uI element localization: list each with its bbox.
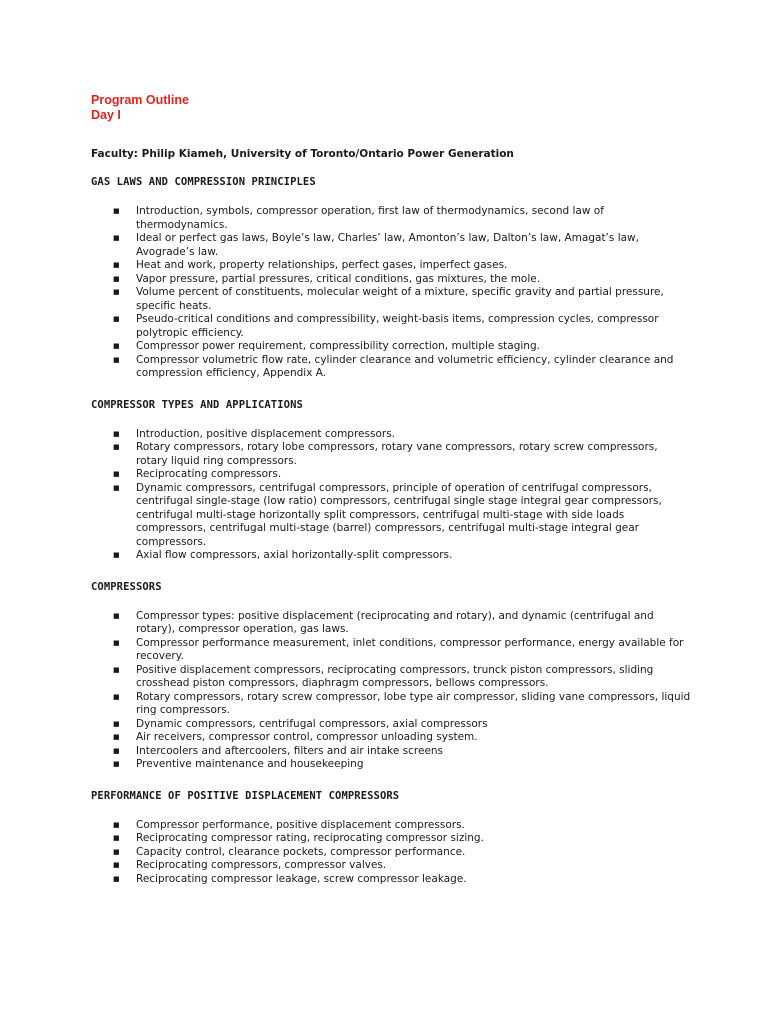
list-item-text: Pseudo-critical conditions and compressibility, weight-basis items, compression cycles, compressor polytropic efficiency.: [136, 313, 659, 339]
list-item: [91, 232, 691, 259]
bullet-list: [91, 610, 691, 772]
square-bullet-icon: ■: [113, 665, 120, 674]
list-item: [91, 873, 691, 887]
list-item: [91, 758, 691, 772]
list-item-text: Rotary compressors, rotary screw compressor, lobe type air compressor, sliding vane compressors, liquid ring compressors.: [136, 690, 691, 716]
list-item-text: Preventive maintenance and housekeeping: [136, 758, 364, 770]
list-item: [91, 745, 691, 759]
list-item: [91, 549, 691, 563]
list-item-text: Volume percent of constituents, molecular weight of a mixture, specific gravity and partial pressure, specific heats.: [136, 286, 664, 312]
bullet-list: [91, 205, 691, 381]
list-item: [91, 468, 691, 482]
list-item: [91, 428, 691, 442]
square-bullet-icon: ■: [113, 746, 120, 755]
list-item: [91, 441, 691, 468]
page-title: Program Outline: [91, 93, 189, 107]
square-bullet-icon: ■: [113, 429, 120, 438]
square-bullet-icon: ■: [113, 207, 120, 215]
list-item: [91, 819, 691, 833]
list-item-text: Compressor performance, positive displacement compressors.: [136, 818, 465, 831]
square-bullet-icon: ■: [113, 692, 120, 701]
list-item: [91, 313, 691, 340]
list-item: [91, 846, 691, 860]
list-item-text: Axial flow compressors, axial horizontally-split compressors.: [136, 549, 453, 561]
list-item-text: Compressor power requirement, compressibility correction, multiple staging.: [136, 340, 540, 352]
square-bullet-icon: ■: [113, 288, 120, 296]
bullet-list: [91, 819, 691, 887]
list-item: [91, 273, 691, 287]
list-item-text: Dynamic compressors, centrifugal compressors, principle of operation of centrifugal compressors, centrifugal single-stage (low ratio) compressors, centrifugal single stage integral gear compressors, centrifugal multi-stage horizontally split compressors, centrifugal multi-stage with side loads compressors, centrifugal multi-stage (barrel) compressors, centrifugal multi-stage integral gear compressors.: [136, 481, 662, 548]
list-item: [91, 691, 691, 718]
square-bullet-icon: ■: [113, 234, 120, 242]
square-bullet-icon: ■: [113, 470, 120, 478]
section-heading: COMPRESSOR TYPES AND APPLICATIONS: [91, 398, 303, 411]
square-bullet-icon: ■: [113, 638, 120, 647]
list-item: [91, 354, 691, 381]
list-item: [91, 664, 691, 691]
list-item-text: Heat and work, property relationships, perfect gases, imperfect gases.: [136, 259, 508, 271]
section-heading: GAS LAWS AND COMPRESSION PRINCIPLES: [91, 176, 316, 188]
square-bullet-icon: ■: [113, 355, 120, 364]
list-item-text: Vapor pressure, partial pressures, critical conditions, gas mixtures, the mole.: [136, 272, 541, 285]
page-subtitle: Day I: [91, 108, 121, 122]
outline-section: [91, 790, 691, 887]
list-item: [91, 637, 691, 664]
list-item-text: Introduction, symbols, compressor operation, first law of thermodynamics, second law of thermodynamics.: [136, 205, 604, 231]
square-bullet-icon: ■: [113, 483, 120, 492]
list-item: [91, 286, 691, 313]
list-item-text: Positive displacement compressors, reciprocating compressors, trunck piston compressors, sliding crosshead piston compressors, diaphragm compressors, bellows compressors.: [136, 663, 654, 689]
square-bullet-icon: ■: [113, 874, 120, 883]
document-page: [91, 93, 691, 886]
list-item: [91, 259, 691, 273]
list-item: [91, 731, 691, 745]
section-heading: COMPRESSORS: [91, 580, 162, 593]
list-item-text: Reciprocating compressor leakage, screw compressor leakage.: [136, 872, 467, 885]
square-bullet-icon: ■: [113, 443, 120, 451]
list-item: [91, 610, 691, 637]
list-item-text: Introduction, positive displacement compressors.: [136, 427, 396, 440]
outline-section: [91, 581, 691, 772]
list-item-text: Reciprocating compressor rating, reciprocating compressor sizing.: [136, 832, 484, 844]
list-item-text: Rotary compressors, rotary lobe compressors, rotary vane compressors, rotary screw compressors, rotary liquid ring compressors.: [136, 441, 658, 467]
list-item: [91, 205, 691, 232]
square-bullet-icon: ■: [113, 342, 120, 350]
square-bullet-icon: ■: [113, 315, 120, 323]
square-bullet-icon: ■: [113, 847, 120, 856]
list-item: [91, 340, 691, 354]
list-item-text: Compressor performance measurement, inlet conditions, compressor performance, energy available for recovery.: [136, 636, 684, 662]
list-item: [91, 718, 691, 732]
square-bullet-icon: ■: [113, 261, 120, 269]
bullet-list: [91, 428, 691, 563]
list-item: [91, 859, 691, 873]
outline-section: [91, 399, 691, 563]
square-bullet-icon: ■: [113, 611, 120, 620]
list-item-text: Capacity control, clearance pockets, compressor performance.: [136, 845, 466, 858]
square-bullet-icon: ■: [113, 551, 120, 559]
list-item-text: Reciprocating compressors.: [136, 468, 282, 480]
section-heading: PERFORMANCE OF POSITIVE DISPLACEMENT COMPRESSORS: [91, 789, 400, 802]
sections-container: [91, 176, 691, 886]
outline-section: [91, 176, 691, 381]
list-item-text: Reciprocating compressors, compressor valves.: [136, 859, 387, 871]
list-item-text: Ideal or perfect gas laws, Boyle’s law, Charles’ law, Amonton’s law, Dalton’s law, Amagat’s law, Avograde’s law.: [136, 232, 639, 258]
square-bullet-icon: ■: [113, 760, 120, 768]
list-item-text: Intercoolers and aftercoolers, filters and air intake screens: [136, 744, 444, 757]
square-bullet-icon: ■: [113, 719, 120, 728]
list-item-text: Compressor types: positive displacement (reciprocating and rotary), and dynamic (centrifugal and rotary), compressor operation, gas laws.: [136, 609, 654, 635]
square-bullet-icon: ■: [113, 820, 120, 829]
list-item: [91, 832, 691, 846]
square-bullet-icon: ■: [113, 834, 120, 842]
square-bullet-icon: ■: [113, 733, 120, 741]
faculty-line: Faculty: Philip Kiameh, University of Toronto/Ontario Power Generation: [91, 148, 514, 160]
square-bullet-icon: ■: [113, 861, 120, 869]
list-item: [91, 482, 691, 550]
list-item-text: Compressor volumetric flow rate, cylinder clearance and volumetric efficiency, cylinder clearance and compression efficiency, Appendix A.: [136, 353, 674, 379]
list-item-text: Air receivers, compressor control, compressor unloading system.: [136, 731, 478, 743]
square-bullet-icon: ■: [113, 274, 120, 283]
list-item-text: Dynamic compressors, centrifugal compressors, axial compressors: [136, 717, 488, 730]
